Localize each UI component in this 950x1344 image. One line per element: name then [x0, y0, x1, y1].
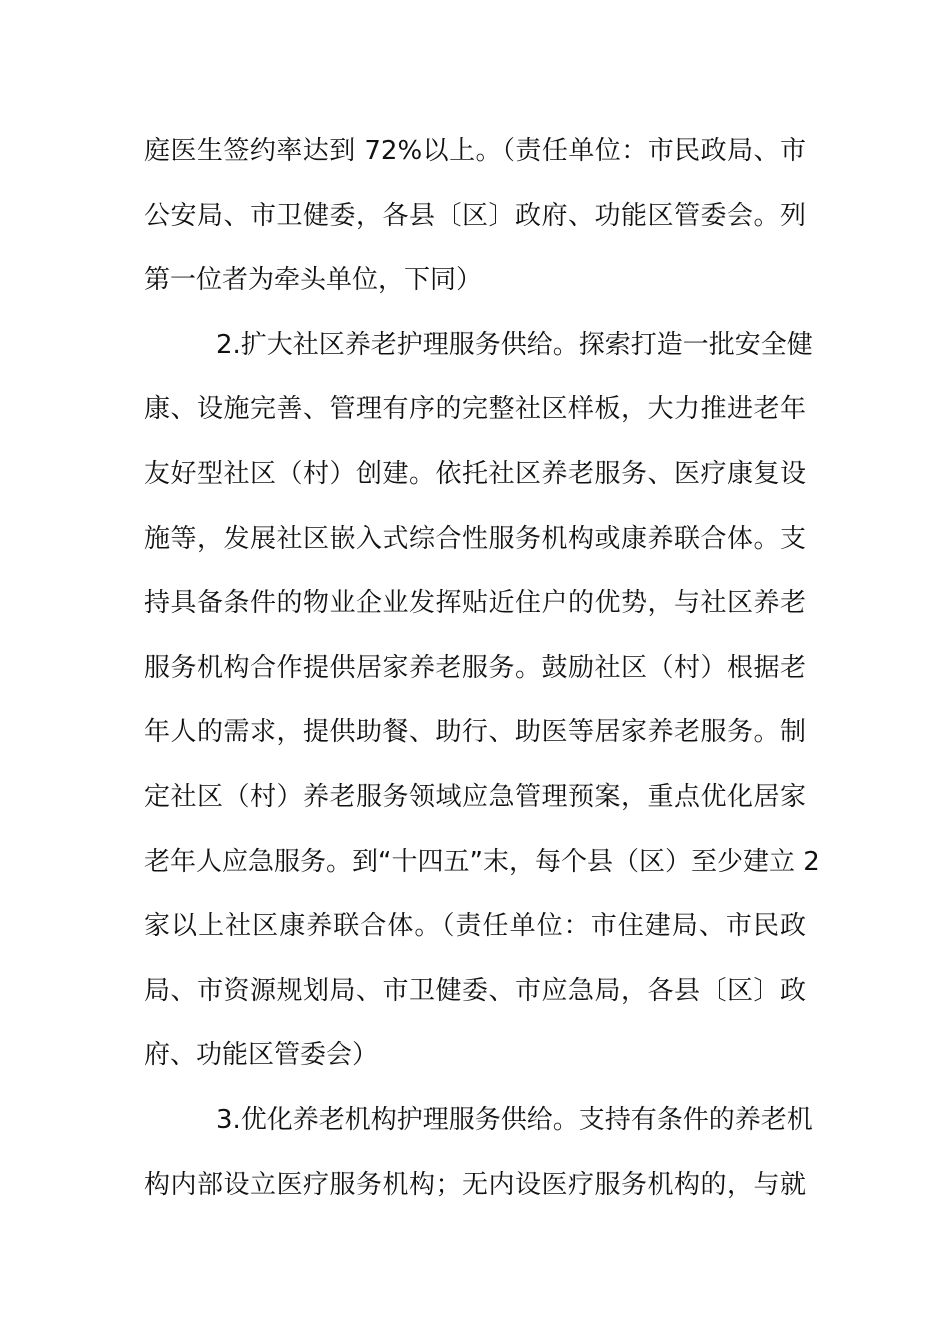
text-line: 庭医生签约率达到 72%以上。（责任单位：市民政局、市: [144, 136, 806, 166]
text-line: 公安局、市卫健委，各县〔区〕政府、功能区管委会。列: [144, 200, 806, 231]
text-line: 持具备条件的物业企业发挥贴近住户的优势，与社区养老: [144, 588, 806, 619]
text-line: 施等，发展社区嵌入式综合性服务机构或康养联合体。支: [144, 523, 806, 554]
text-line: 府、功能区管委会）: [144, 1040, 379, 1071]
text-line: 定社区（村）养老服务领域应急管理预案，重点优化居家: [144, 781, 806, 812]
text-line: 年人的需求，提供助餐、助行、助医等居家养老服务。制: [144, 717, 806, 748]
text-line: 友好型社区（村）创建。依托社区养老服务、医疗康复设: [144, 458, 806, 489]
text-line: 服务机构合作提供居家养老服务。鼓励社区（村）根据老: [144, 652, 806, 683]
text-line: 康、设施完善、管理有序的完整社区样板，大力推进老年: [144, 394, 806, 425]
paragraph-heading-line: 2.扩大社区养老护理服务供给。探索打造一批安全健: [216, 329, 813, 360]
text-line: 家以上社区康养联合体。（责任单位：市住建局、市民政: [144, 911, 806, 942]
paragraph-heading-line: 3.优化养老机构护理服务供给。支持有条件的养老机: [216, 1104, 813, 1135]
body-text: [144, 119, 820, 1217]
text-line: 构内部设立医疗服务机构；无内设医疗服务机构的，与就: [144, 1169, 806, 1200]
text-line: 局、市资源规划局、市卫健委、市应急局，各县〔区〕政: [144, 975, 806, 1006]
text-line: 老年人应急服务。到“十四五”末，每个县（区）至少建立 2: [144, 846, 820, 877]
text-line: 第一位者为牵头单位，下同）: [144, 265, 483, 296]
